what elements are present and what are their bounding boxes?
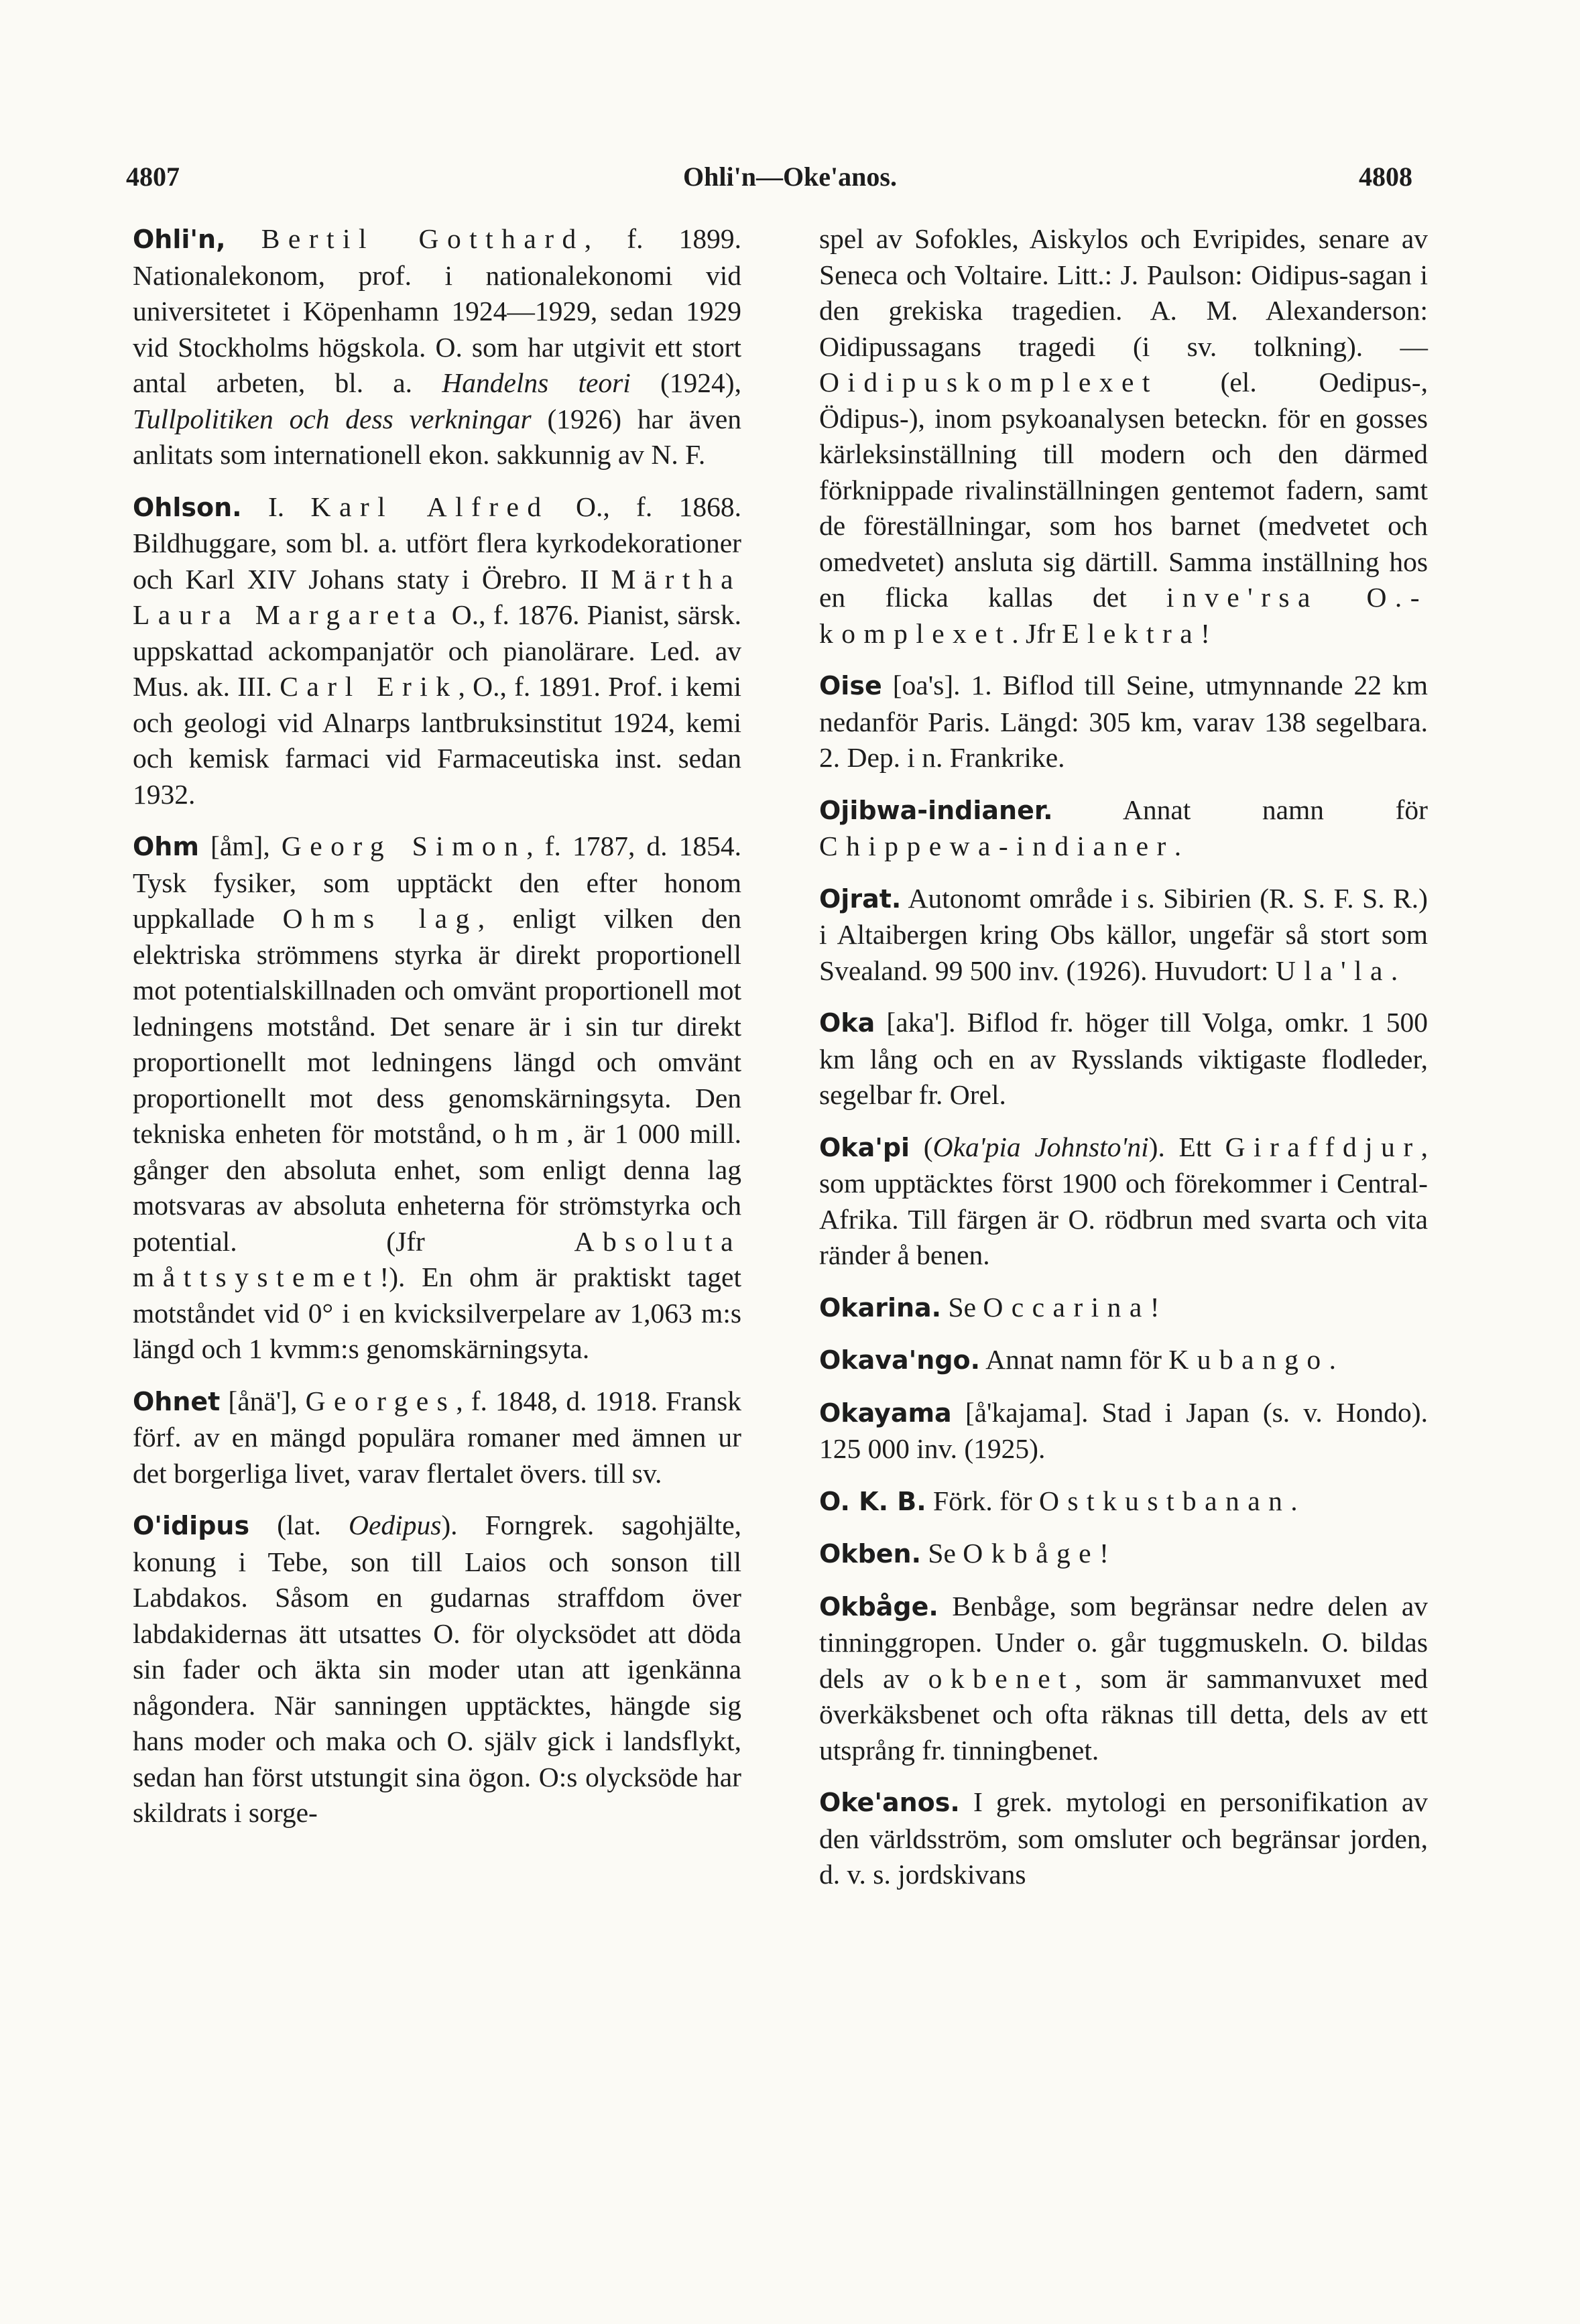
right-column-number: 4808 [1359,162,1412,192]
text: Annat namn för [1052,794,1428,825]
spaced-term: Bertil Gotthard [261,223,585,254]
text: [ånä'], [220,1385,306,1416]
entry-ohm [133,829,741,1367]
text: Se [921,1538,963,1569]
left-text-column [133,221,741,1847]
text: [aka']. Biflod fr. höger till Volga, omkr. 1 500 km lång och en av Rysslands viktigaste flodleder, segelbar fr. Orel. [819,1007,1428,1110]
headword: O'idipus [133,1511,250,1540]
text: , är 1 000 mill. gånger den absoluta enhet, som enligt denna lag motsvaras av absoluta enheterna för strömstyrka och potential. (Jfr [133,1118,741,1257]
text: (1924), [630,367,741,398]
spaced-term: Kubango [1168,1344,1329,1375]
entry-ohlson [133,489,741,813]
headword: Ohlson. [133,492,242,522]
text: , f. 1848, d. 1918. Fransk förf. av en mängd populära romaner med ämnen ur det borgerliga livet, varav flertalet övers. till sv. [133,1385,741,1489]
entry-oidipus-cont [819,221,1428,652]
text: I grek. mytologi en personifikation av den världsström, som omsluter och begränsar jorden, d. v. s. jordskivans [819,1786,1428,1890]
text: [åm], [198,831,282,861]
spaced-term: inve'rsa O.-komplexet [819,582,1428,649]
entry-oidipus [133,1508,741,1831]
text: , f. 1787, d. 1854. Tysk fysiker, som upptäckt den efter honom uppkallade [133,831,742,934]
entry-oise [819,668,1428,776]
spaced-term: ohm [492,1118,567,1149]
spaced-term: Giraffdjur [1225,1131,1421,1162]
text: ! [1201,617,1210,649]
headword: Okben. [819,1539,922,1569]
spaced-term: Absoluta måttsystemet [133,1225,741,1292]
entry-okben [819,1536,1428,1573]
text: . [1174,831,1182,861]
headword: Ojrat. [819,883,902,914]
spaced-term: Okbåge [963,1538,1100,1569]
spaced-term: Ula'la [1275,955,1391,986]
text [226,223,261,254]
text: I. [241,491,311,522]
headword: Oise [819,671,882,700]
text: Autonomt område i s. Sibirien (R. S. F. S. R.) i Altaibergen kring Obs källor, ungefär så stort som Svealand. 99 500 inv. (1926). Huvudort: [819,882,1428,986]
headword: Ohnet [133,1386,221,1416]
spaced-term: Occarina [983,1291,1150,1323]
text: , f. 1899. Nationalekonom, prof. i nationalekonomi vid universitetet i Köpenhamn 1924—1929, sedan 1929 vid Stockholms högskola. O. som har utgivit ett stort antal arbeten, bl. a. [133,223,741,398]
text: ( [910,1131,933,1162]
entry-ojrat [819,881,1428,989]
italic-term: Oedipus [349,1510,442,1540]
text: (lat. [249,1510,349,1540]
text: . Jfr [1012,617,1062,649]
entry-okarina [819,1290,1428,1327]
entry-okapi [819,1129,1428,1274]
text: [å'kajama]. Stad i Japan (s. v. Hondo). 125 000 inv. (1925). [819,1396,1428,1464]
headword: Okbåge. [819,1591,938,1622]
italic-term: Tullpolitiken och dess verkningar [133,403,532,434]
text: , enligt vilken den elektriska strömmens styrka är direkt proportionell mot potentialskillnaden och omvänt proportionell mot ledningens motstånd. Det senare är i sin tur direkt proportionellt mot ledningens längd och omvänt proportionellt mot dess genomskärningsyta. Den tekniska enheten för motstånd, [133,903,741,1149]
text: spel av Sofokles, Aiskylos och Evripides, senare av Seneca och Voltaire. Litt.: J. Paulson: Oidipus-sagan i den grekiska tragedien. A. M. Alexanderson: Oidipussagans tragedi (i sv. tolkning). — [819,223,1428,362]
right-text-column [819,221,1428,1909]
headword: Oka [819,1008,875,1038]
entry-okavango [819,1342,1428,1379]
spaced-term: Oidipuskomplexet [819,367,1158,397]
headword: Ojibwa-indianer. [819,795,1053,825]
headword: Okayama [819,1398,952,1428]
headword: Oke'anos. [819,1788,960,1817]
headword: Ohli'n, [133,225,226,254]
text: (el. Oedipus-, Ödipus-), inom psykoanalysen beteckn. för en gosses kärleksinställning till modern och den därmed förknippade rivalinställningen gentemot fadern, samt de föreställningar, som hos barnet (medvetet och omedvetet) ansluta sig därtill. Samma inställning hos en flicka kallas det [819,367,1428,613]
text: (1926) har även anlitats som internationell ekon. sakkunnig av N. F. [133,403,741,470]
headword: Ohm [133,832,199,861]
italic-term: Oka'pia Johnsto'ni [932,1131,1149,1162]
spaced-term: Chippewa-indianer [819,831,1174,861]
spaced-term: Elektra [1062,617,1201,649]
headword: O. K. B. [819,1486,926,1516]
italic-term: Handelns teori [442,367,631,398]
text: O., f. 1876. Pianist, särsk. uppskattad ackompanjatör och pianolärare. Led. av Mus. ak. III. [133,599,741,702]
text: ). Ett [1148,1131,1225,1162]
text: ! [1150,1291,1160,1323]
headword: Okarina. [819,1292,942,1323]
text: , som är sammanvuxet med överkäksbenet och ofta räknas till detta, dels av ett utsprång fr. tinningbenet. [819,1662,1428,1766]
entry-ohnet [133,1384,741,1492]
entry-oka [819,1005,1428,1113]
spaced-term: Karl Alfred [310,491,550,522]
spaced-term: okbenet [928,1662,1075,1694]
entry-ohlin [133,221,741,473]
entry-okbage [819,1589,1428,1769]
left-column-number: 4807 [126,162,180,192]
text: Benbåge, som begränsar nedre delen av tinninggropen. Under o. går tuggmuskeln. O. bildas dels av [819,1590,1428,1694]
spaced-term: Georges [305,1385,457,1416]
text: Annat namn för [980,1344,1169,1375]
text: !). En ohm är praktiskt taget motståndet vid 0° i en kvicksilverpelare av 1,063 m:s längd och 1 kvmm:s genomskärningsyta. [133,1262,741,1364]
text: . [1390,955,1398,986]
text: ! [1099,1538,1109,1569]
entry-ojibwa [819,792,1428,865]
text: , som upptäcktes först 1900 och förekommer i Central-Afrika. Till färgen är O. rödbrun med svarta och vita ränder å benen. [819,1131,1428,1270]
entry-okayama [819,1395,1428,1467]
spaced-term: Ohms lag [282,903,478,934]
spaced-term: Ostkustbanan [1038,1485,1291,1516]
text: . [1290,1485,1298,1516]
text: [oa's]. 1. Biflod till Seine, utmynnande 22 km nedanför Paris. Längd: 305 km, varav 138 segelbara. 2. Dep. i n. Frankrike. [819,670,1428,773]
entry-okeanos [819,1784,1428,1893]
spaced-term: Georg Simon [281,831,527,861]
text: O., f. 1868. Bildhuggare, som bl. a. utfört flera kyrkodekorationer och Karl XIV Johans staty i Örebro. II [133,491,741,595]
headword: Oka'pi [819,1132,910,1162]
page-title: Ohli'n—Oke'anos. [683,162,897,192]
entry-okb [819,1483,1428,1520]
spaced-term: Märtha Laura Margareta [133,563,741,630]
text: Se [941,1291,983,1323]
text: Förk. för [926,1485,1039,1516]
headword: Okava'ngo. [819,1345,981,1375]
text: ). Forngrek. sagohjälte, konung i Tebe, son till Laios och sonson till Labdakos. Såsom en gudarnas straffdom över labdakidernas ätt utsattes O. för olycksödet att döda sin fader och äkta sin moder utan att igenkänna någondera. När sanningen upptäcktes, hängde sig hans moder och maka och O. själv gick i landsflykt, sedan han först utstungit sina ögon. O:s olycksöde har skildrats i sorge- [133,1510,741,1828]
spaced-term: Carl Erik [280,671,459,702]
text: , O., f. 1891. Prof. i kemi och geologi vid Alnarps lantbruksinstitut 1924, kemi och kemisk farmaci vid Farmaceutiska inst. sedan 1932. [133,671,741,810]
text: . [1329,1344,1336,1375]
